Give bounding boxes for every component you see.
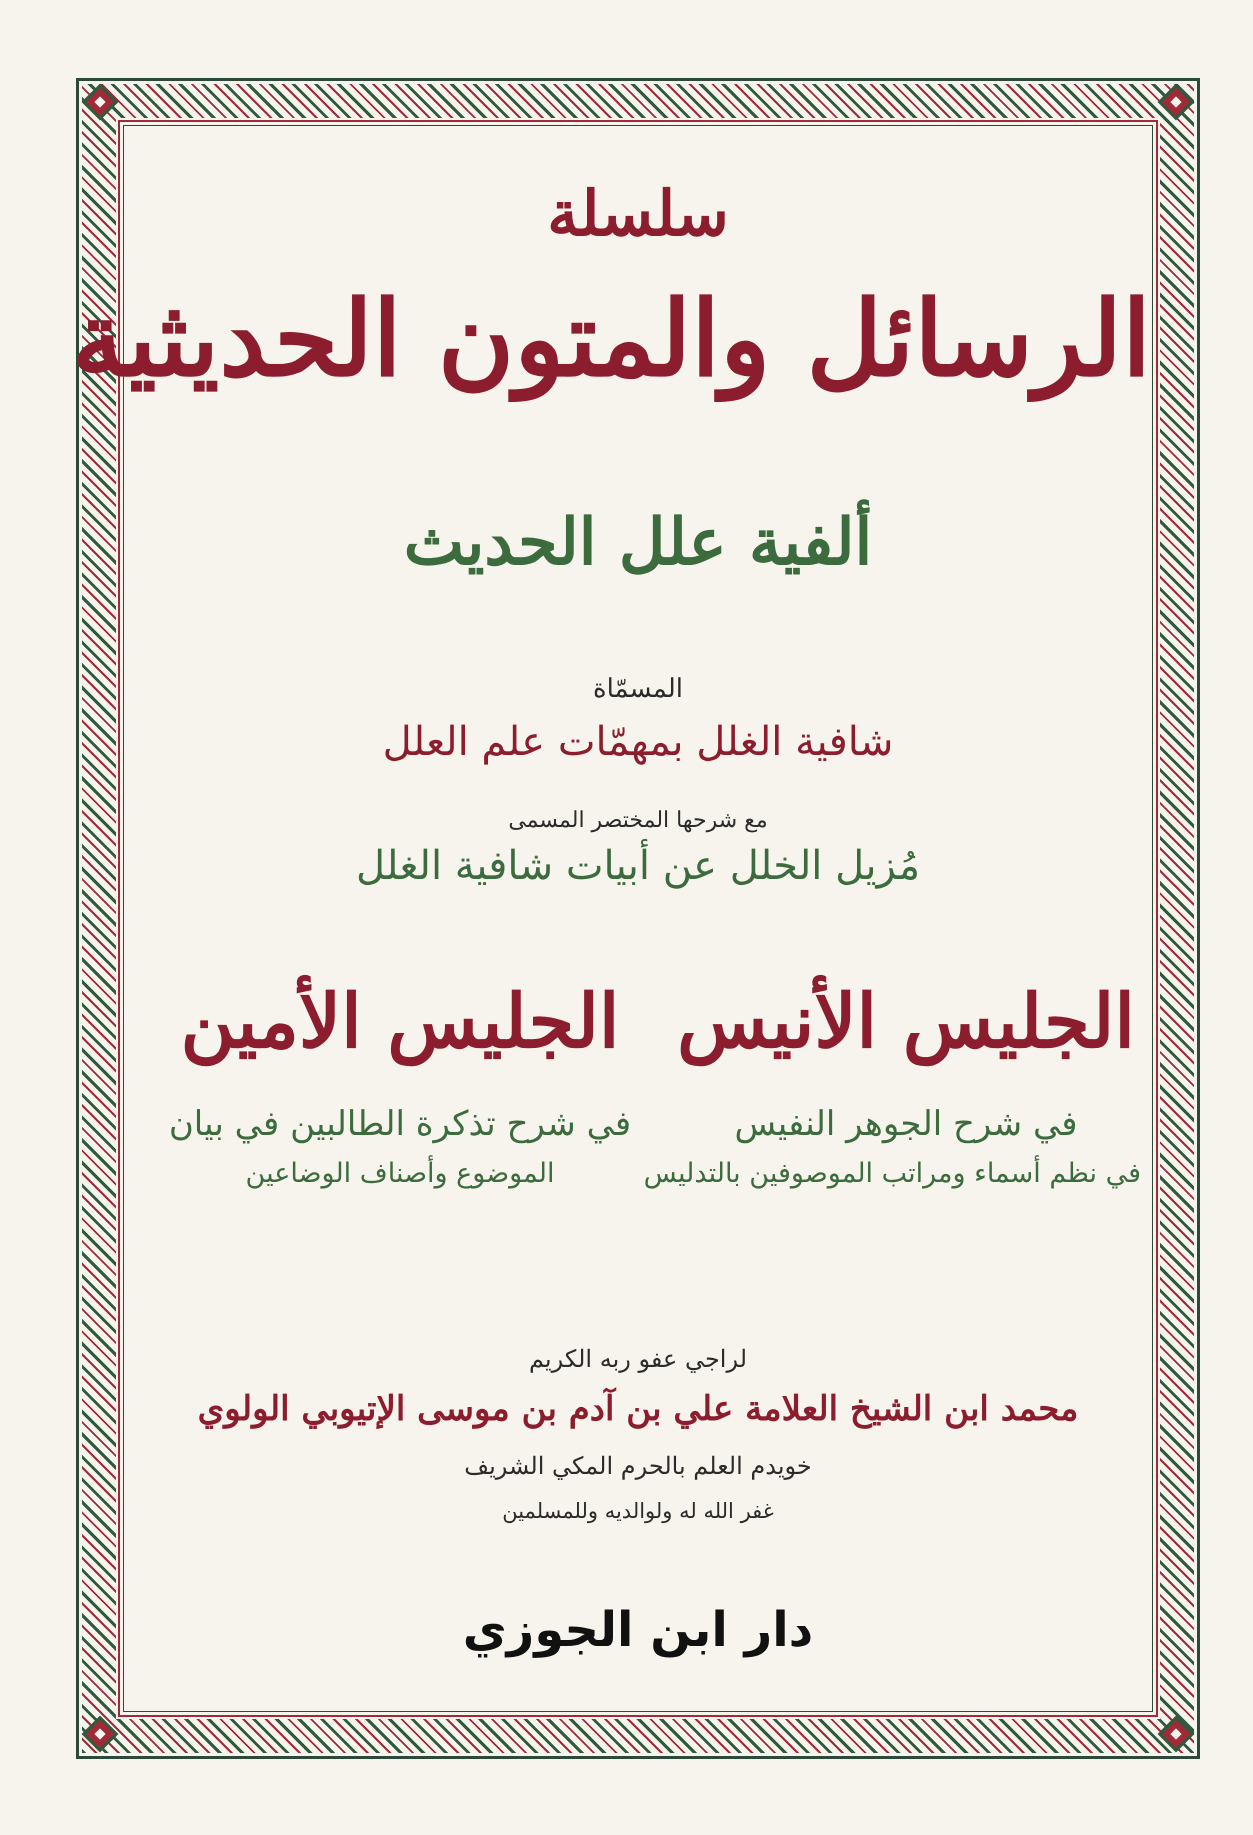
book-subject: ألفية علل الحديث — [403, 505, 873, 580]
left-work-block — [165, 972, 635, 1196]
author-name: محمد ابن الشيخ العلامة علي بن آدم بن موسى الإتيوبي الولوي — [197, 1389, 1079, 1429]
right-work-title: الجليس الأنيس — [677, 979, 1135, 1065]
series-label: سلسلة — [547, 177, 729, 250]
book-name: شافية الغلل بمهمّات علم العلل — [382, 719, 894, 765]
commentary-intro: مع شرحها المختصر المسمى — [508, 808, 768, 833]
right-work-subtitle: في شرح الجوهر النفيس — [734, 1104, 1078, 1144]
author-intro: لراجي عفو ربه الكريم — [528, 1345, 748, 1373]
left-work-title: الجليس الأمين — [180, 979, 620, 1065]
named-label: المسمّاة — [593, 674, 683, 704]
publisher-name: دار ابن الجوزي — [462, 1602, 814, 1658]
series-title: الرسائل والمتون الحديثية — [71, 277, 1151, 400]
cover-content — [71, 127, 1151, 1710]
author-role: خويدم العلم بالحرم المكي الشريف — [464, 1452, 812, 1480]
left-work-subtitle-2: الموضوع وأصناف الوضاعين — [245, 1158, 555, 1189]
right-work-subtitle-2: في نظم أسماء ومراتب الموصوفين بالتدليس — [643, 1158, 1141, 1189]
commentary-name: مُزيل الخلل عن أبيات شافية الغلل — [355, 843, 921, 889]
author-prayer: غفر الله له ولوالديه وللمسلمين — [502, 1499, 774, 1523]
left-work-subtitle: في شرح تذكرة الطالبين في بيان — [168, 1104, 632, 1144]
right-work-block — [643, 972, 1141, 1196]
